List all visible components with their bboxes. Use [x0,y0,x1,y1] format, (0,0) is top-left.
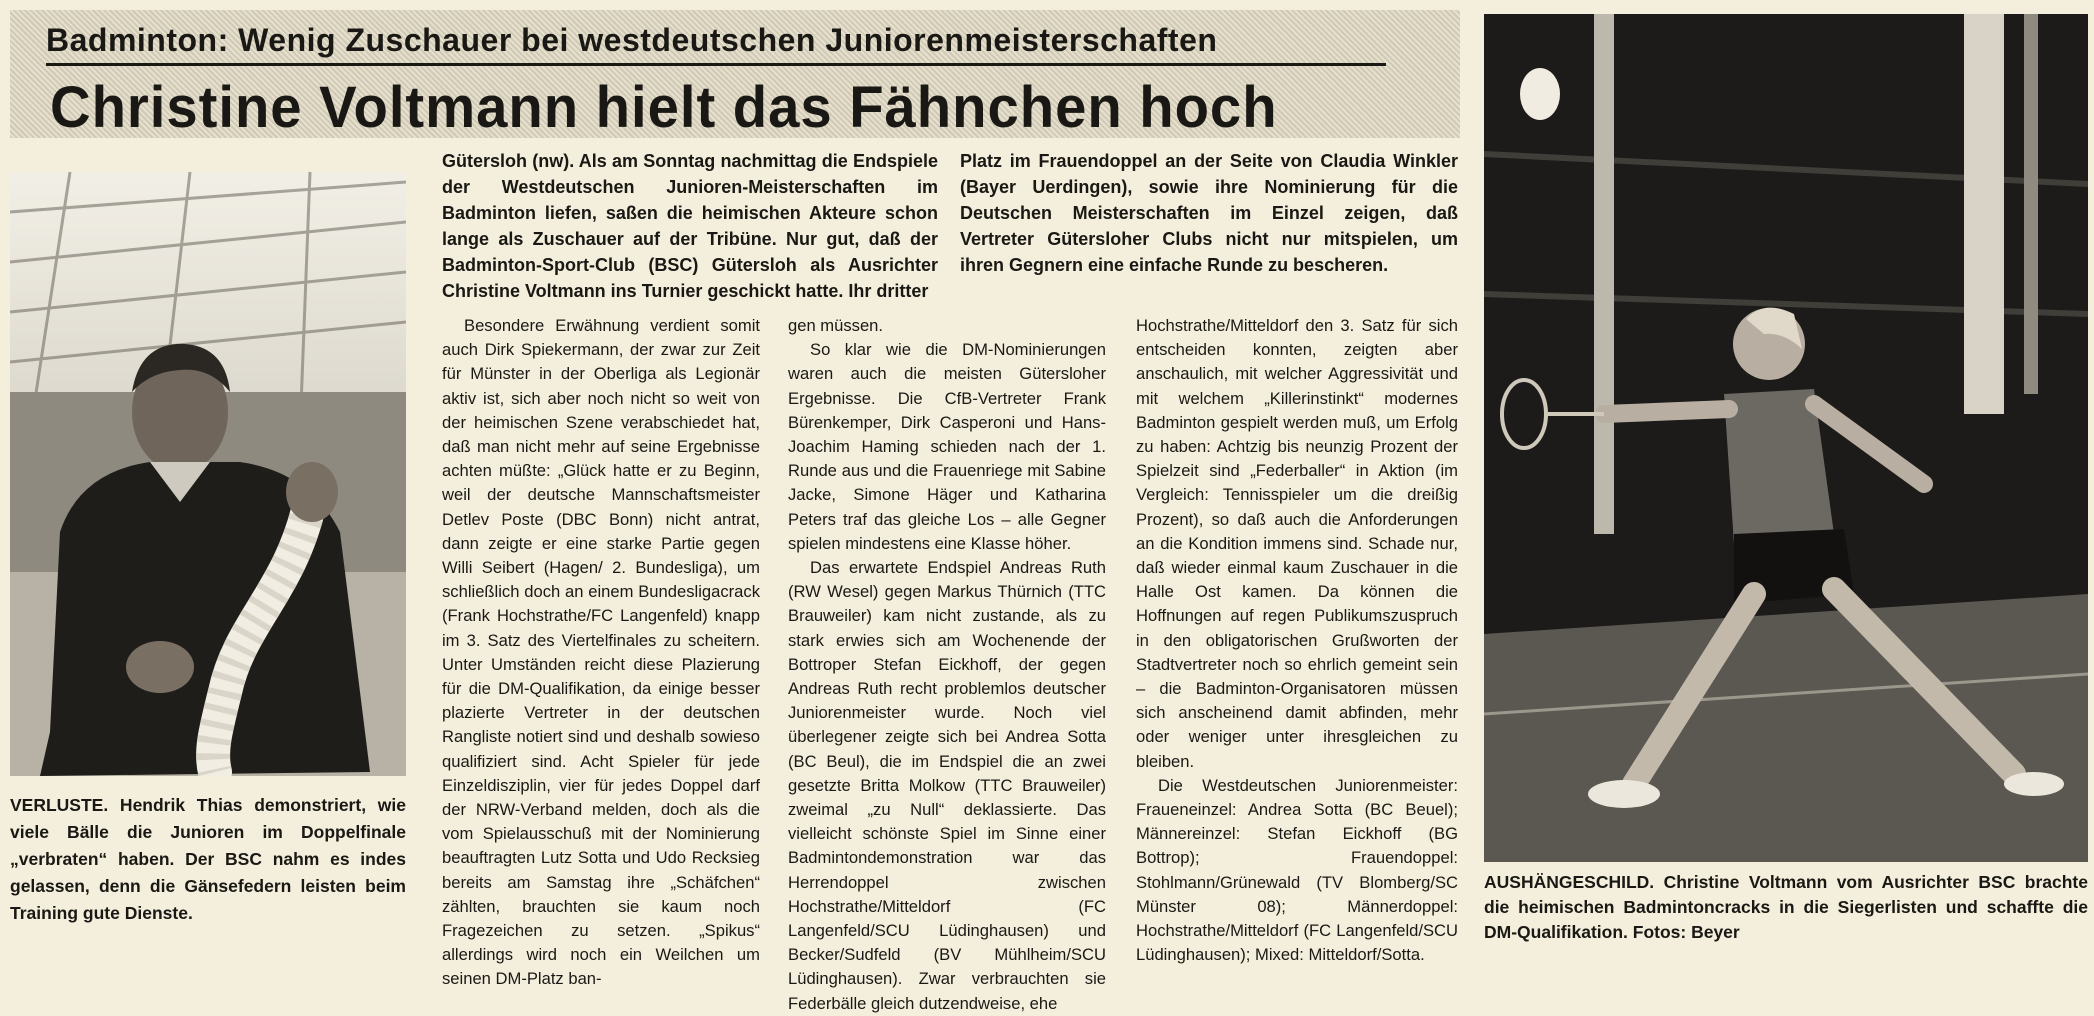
photo-player-lunge [1484,14,2088,862]
photo-man-illustration [10,172,406,776]
caption-right: AUSHÄNGESCHILD. Christine Voltmann vom Ausrichter BSC brachte die heimischen Badmintoncracks in die Siegerlisten und schaffte die DM-Qualifikation. Fotos: Beyer [1484,872,2088,942]
body-paragraph: So klar wie die DM-Nominierungen waren auch die meisten Gütersloher Ergebnisse. Die CfB-Vertreter Frank Bürenkemper, Dirk Casperoni und Hans-Joachim Haming schieden nach der 1. Runde aus und die Frauenriege mit Sabine Jacke, Simone Häger und Katharina Peters traf das gleiche Los – alle Gegner spielen mindestens eine Klasse höher. [788,340,1106,553]
lead-paragraph-part-2: Platz im Frauendoppel an der Seite von Claudia Winkler (Bayer Uerdingen), sowie ihre Nominierung für die Deutschen Meisterschaften im Einzel zeigen, daß Vertreter Gütersloher Clubs nicht nur mitspielen, um ihren Gegnern eine einfache Runde zu bescheren. [960,151,1458,275]
body-paragraph: gen müssen. [788,316,884,335]
photo-player-illustration [1484,14,2088,862]
body-column-3 [1136,314,1458,967]
body-column-2 [788,314,1106,1016]
body-paragraph: Besondere Erwähnung verdient somit auch Dirk Spiekermann, der zwar zur Zeit für Münster in der Oberliga als Legionär aktiv ist, sich aber noch nicht so weit von der heimischen Szene verabschiedet hat, daß man nicht mehr auf seine Ergebnisse achten müßte: „Glück hatte er zu Beginn, weil der deutsche Mannschaftsmeister Detlev Poste (DBC Bonn) nicht antrat, dann zeigte er eine starke Partie gegen Willi Seibert (Hagen/ 2. Bundesliga), um schließlich doch an einem Bundesligacrack (Frank Hochstrathe/FC Langenfeld) knapp im 3. Satz des Viertelfinales zu scheitern. Unter Umständen reicht diese Plazierung für die DM-Qualifikation, da einige besser plazierte Vertreter in der deutschen Rangliste notiert sind und deshalb sowieso qualifiziert sind. Acht Spieler für jede Einzeldisziplin, vier für jedes Doppel darf der NRW-Verband melden, doch als die vom Spielausschuß mit der Nominierung beauftragten Lutz Sotta und Udo Recksieg bereits am Samstag ihre „Schäfchen“ zählten, brauchten sie kaum noch Fragezeichen zu setzen. „Spikus“ allerdings wird noch ein Weilchen um seinen DM-Platz ban- [442,316,760,989]
body-paragraph: Die Westdeutschen Juniorenmeister: Fraueneinzel: Andrea Sotta (BC Beuel); Männereinzel: Stefan Eickhoff (BG Bottrop); Frauendoppel: Stohlmann/Grünewald (TV Blomberg/SC Münster 08); Männerdoppel: Hochstrathe/Mitteldorf (FC Langenfeld/SCU Lüdinghausen); Mixed: Mitteldorf/Sotta. [1136,775,1458,965]
lead-paragraph-part-1: Gütersloh (nw). Als am Sonntag nachmittag die Endspiele der Westdeutschen Junioren-Meisterschaften im Badminton liefen, saßen die heimischen Akteure schon lange als Zuschauer auf der Tribüne. Nur gut, daß der Badminton-Sport-Club (BSC) Gütersloh als Ausrichter Christine Voltmann ins Turnier geschickt hatte. Ihr dritter [442,151,938,301]
body-paragraph: Das erwartete Endspiel Andreas Ruth (RW Wesel) gegen Markus Thürnich (TTC Brauweiler) kam nicht zustande, als zu stark erwies sich am Wochenende der Bottroper Stefan Eickhoff, der gegen Andreas Ruth recht problemlos deutscher Juniorenmeister wurde. Noch viel überlegener zeigte sich bei Andrea Sotta (BC Beul), die im Endspiel die an zwei gesetzte Britta Molkow (TTC Brauweiler) zweimal „zu Null“ deklassierte. Das vielleicht schönste Spiel im Sinne einer Badmintondemonstration war das Herrendoppel zwischen Hochstrathe/Mitteldorf (FC Langenfeld/SCU Lüdinghausen) und Becker/Sudfeld (BV Mühlheim/SCU Lüdinghausen). Zwar verbrauchten sie Federbälle gleich dutzendweise, ehe [788,558,1106,1013]
body-paragraph: Hochstrathe/Mitteldorf den 3. Satz für sich entscheiden konnten, zeigten aber anschaulich, mit welcher Aggressivität und mit welchem „Killerinstinkt“ modernes Badminton gespielt werden muß, um Erfolg zu haben: Achtzig bis neunzig Prozent der Spielzeit sind „Federballer“ in Aktion (im Vergleich: Tennisspieler um die dreißig Prozent), so daß auch die Anforderungen an die Kondition immens sind. Schade nur, daß wieder einmal kaum Zuschauer in die Halle Ost kamen. Da können die Hoffnungen auf regen Publikumszuspruch in den obligatorischen Grußworten der Stadtvertreter noch so ehrlich gemeint sein – die Badminton-Organisatoren müssen sich anscheinend damit abfinden, mehr oder weniger unter ihresgleichen zu bleiben. [1136,316,1458,771]
kicker: Badminton: Wenig Zuschauer bei westdeutschen Juniorenmeisterschaften [46,22,1386,66]
body-column-1 [442,314,760,992]
caption-left: VERLUSTE. Hendrik Thias demonstriert, wie viele Bälle die Junioren im Doppelfinale „verbraten“ haben. Der BSC nahm es indes gelassen, denn die Gänsefedern leisten beim Training gute Dienste. [10,795,406,923]
headline-band [10,10,1460,138]
photo-man-with-shuttlecocks [10,172,406,776]
headline: Christine Voltmann hielt das Fähnchen hoch [50,75,1278,140]
